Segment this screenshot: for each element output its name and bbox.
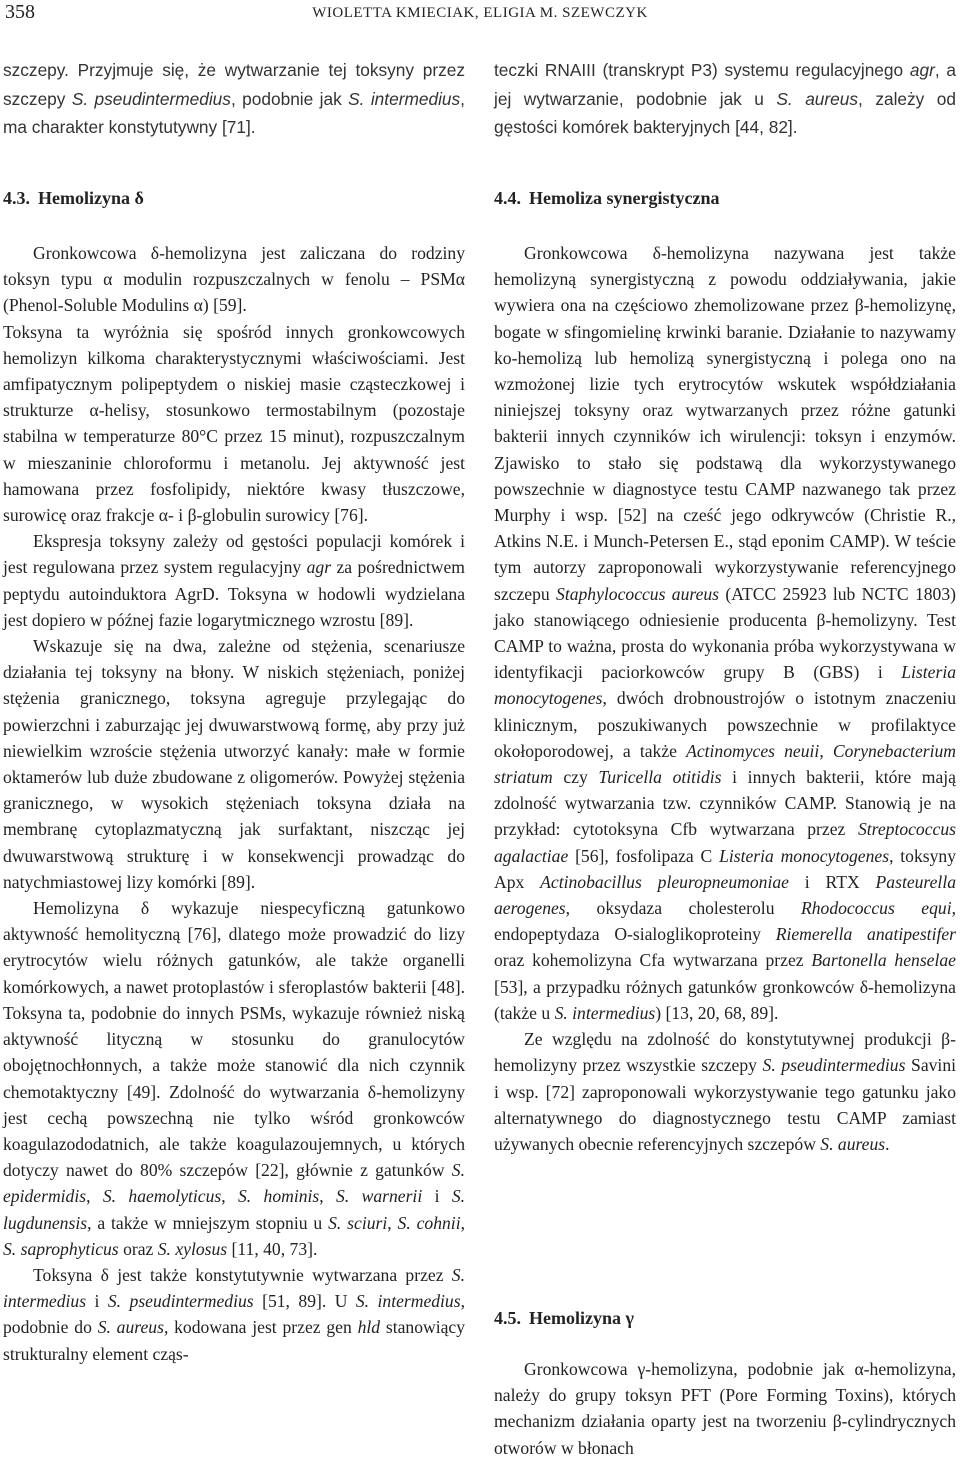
- section-number: 4.5.: [494, 1308, 521, 1328]
- italic-term: S. saprophyticus: [3, 1238, 119, 1259]
- italic-term: Pasteurella aerogenes: [494, 871, 957, 919]
- italic-term: S. intermedius: [348, 88, 461, 109]
- italic-term: S. intermedius: [355, 1291, 461, 1312]
- italic-term: S. lugdunensis: [3, 1186, 466, 1233]
- italic-term: Listeria monocytogenes: [494, 662, 956, 709]
- italic-term: S. xylosus: [157, 1238, 228, 1259]
- italic-term: Listeria monocytogenes: [719, 845, 890, 866]
- section-heading-4-3: [3, 186, 144, 210]
- italic-term: Riemerella anatipestifer: [775, 924, 956, 945]
- italic-term: hld: [357, 1317, 381, 1338]
- italic-term: S. hominis: [238, 1186, 320, 1207]
- italic-term: S. aureus: [776, 88, 859, 109]
- running-header: [0, 0, 960, 30]
- italic-term: S. warnerii: [336, 1186, 423, 1207]
- italic-term: Rhodococcus equi: [801, 898, 952, 919]
- paragraph: Toksyna ta wyróżnia się spośród innych gronkowcowych hemolizyn kilkoma charakterystycznymi właściwościami. Jest amfipatycznym polipeptydem o niskiej masie cząsteczkowej i strukturze α-helisy, stosunkowo termostabilnym (pozostaje stabilna w temperaturze 80°C przez 15 minut), rozpuszczalnym w mieszaninie chloroformu i metanolu. Jej aktywność jest hamowana przez fosfolipidy, niektóre kwasy tłuszczowe, surowicę oraz frakcje α- i β-globulin surowicy [76].: [3, 321, 465, 526]
- italic-term: S. intermedius: [3, 1264, 465, 1312]
- section-number: 4.4.: [494, 188, 521, 208]
- italic-term: S. intermedius: [554, 1002, 656, 1023]
- italic-term: Turicella otitidis: [598, 767, 722, 788]
- paragraph: Wskazuje się na dwa, zależne od stężenia, scenariusze działania tej toksyny na błony. W niskich stężeniach, poniżej stężenia granicznego, toksyna agreguje przylegając do powierzchni i zaburzając jej dwuwarstwową formę, aby przy już niewielkim wzroście stężenia utworzyć kanały: małe w formie oktamerów lub duże zbudowane z oligomerów. Powyżej stężenia granicznego, w wysokich stężeniach toksyna działa na membranę cytoplazmatyczną jak surfaktant, niszcząc jej dwuwarstwową strukturę i w konsekwencji prowadząc do natychmiastowej lizy komórki [89].: [3, 636, 465, 892]
- section-title: Hemoliza synergistyczna: [529, 188, 720, 208]
- paragraph: Gronkowcowa δ-hemolizyna nazywana jest także hemolizyną synergistyczną z powodu oddziaływania, jakie wywiera ona na częściowo zhemolizowane przez β-hemolizynę, bogate w sfingomielinę krwinki baranie. Działanie to nazywamy ko-hemolizą lub hemolizą synergistyczną i polega ono na wzmożonej lizie tych erytrocytów wskutek współdziałania niniejszej toksyny oraz wytwarzanych przez różne gatunki bakterii innych czynników ich wirulencji: toksyn i enzymów. Zjawisko to stało się podstawą dla wykorzystywanego powszechnie w diagnostyce testu CAMP nazwanego tak przez Murphy i wsp. [52] na cześć jego odkrywców (Christie R., Atkins N.E. i Munch-Petersen E., stąd eponim CAMP). W teście tym autorzy zaproponowali wykorzystywanie referencyjnego szczepu Staphylococcus aureus (ATCC 25923 lub NCTC 1803) jako stanowiącego odniesienie producenta β-hemolizyny. Test CAMP to ważna, prosta do wykonania próba wykorzystywana w identyfikacji paciorkowców grupy B (GBS) i Listeria monocytogenes, dwóch drobnoustrojów o istotnym znaczeniu klinicznym, poszukiwanych powszechnie w profilaktyce okołoporodowej, a także Actinomyces neuii, Corynebacterium striatum czy Turicella otitidis i innych bakterii, które mają zdolność wytwarzania tzw. czynników CAMP. Stanowią je na przykład: cytotoksyna Cfb wytwarzana przez Streptococcus agalactiae [56], fosfolipaza C Listeria monocytogenes, toksyny Apx Actinobacillus pleuropneumoniae i RTX Pasteurella aerogenes, oksydaza cholesterolu Rhodococcus equi, endopeptydaza O-sialoglikoproteiny Riemerella anatipestifer oraz kohemolizyna Cfa wytwarzana przez Bartonella henselae [53], a przypadku różnych gatunków gronkowców δ-hemolizyna (także u S. intermedius) [13, 20, 68, 89].: [494, 243, 957, 1023]
- italic-term: agr: [909, 60, 935, 80]
- left-top-fragment: szczepy. Przyjmuje się, że wytwarzanie tej toksyny przez szczepy S. pseudintermedius, podobnie jak S. intermedius, ma charakter konstytutywny [71].: [3, 60, 465, 138]
- page-number: 358: [5, 1, 35, 23]
- right-body-4-4: [494, 240, 956, 1157]
- paragraph: Hemolizyna δ wykazuje niespecyficzną gatunkowo aktywność hemolityczną [76], dlatego może prowadzić do lizy erytrocytów wielu różnych gatunków, ale także organelli komórkowych, a nawet protoplastów i sferoplastów bakterii [48]. Toksyna ta, podobnie do innych PSMs, wykazuje również niską aktywność lityczną w stosunku do granulocytów obojętnochłonnych, a także może stanowić dla nich czynnik chemotaktyczny [49]. Zdolność do wytwarzania δ-hemolizyny jest cechą powszechną nie tylko wśród gronkowców koagulazododatnich, ale także koagulazoujemnych, u których dotyczy nawet do 80% szczepów [22], głównie z gatunków S. epidermidis, S. haemolyticus, S. hominis, S. warnerii i S. lugdunensis, a także w mniejszym stopniu u S. sciuri, S. cohnii, S. saprophyticus oraz S. xylosus [11, 40, 73].: [3, 898, 466, 1259]
- running-header-authors: WIOLETTA KMIECIAK, ELIGIA M. SZEWCZYK: [312, 5, 648, 21]
- section-heading-4-5: [494, 1306, 634, 1330]
- italic-term: S. aureus: [97, 1317, 164, 1338]
- italic-term: S. cohnii: [397, 1212, 461, 1233]
- italic-term: Streptococcus agalactiae: [494, 819, 956, 866]
- italic-term: agr: [306, 557, 332, 578]
- section-title: Hemolizyna δ: [38, 188, 144, 208]
- section-heading-4-4: [494, 186, 719, 210]
- paragraph: Gronkowcowa γ-hemolizyna, podobnie jak α-hemolizyna, należy do grupy toksyn PFT (Pore Forming Toxins), których mechanizm działania oparty jest na tworzeniu β-cylindrycznych otworów w błonach: [494, 1359, 956, 1458]
- italic-term: S. sciuri: [328, 1212, 388, 1233]
- paragraph: Ekspresja toksyny zależy od gęstości populacji komórek i jest regulowana przez system regulacyjny agr za pośrednictwem peptydu autoinduktora AgrD. Toksyna w hodowli wydzielana jest dopiero w późnej fazie logarytmicznego wzrostu [89].: [3, 531, 465, 630]
- section-number: 4.3.: [3, 188, 30, 208]
- right-body-4-5: [494, 1356, 956, 1461]
- paragraph: Toksyna δ jest także konstytutywnie wytwarzana przez S. intermedius i S. pseudintermedius [51, 89]. U S. intermedius, podobnie do S. aureus, kodowana jest przez gen hld stanowiący strukturalny element cząs-: [3, 1264, 466, 1364]
- italic-term: Bartonella henselae: [811, 950, 956, 971]
- section-title: Hemolizyna γ: [529, 1308, 634, 1328]
- italic-term: Staphylococcus aureus: [556, 583, 720, 604]
- italic-term: S. epidermidis: [3, 1160, 465, 1207]
- paragraph: Gronkowcowa δ-hemolizyna jest zaliczana do rodziny toksyn typu α modulin rozpuszczalnych w fenolu – PSMα (Phenol-Soluble Modulins α) [59].: [3, 243, 465, 316]
- italic-term: S. haemolyticus: [102, 1186, 222, 1207]
- italic-term: S. pseudintermedius: [107, 1291, 254, 1312]
- italic-term: Actinomyces neuii: [686, 740, 820, 761]
- paragraph: Ze względu na zdolność do konstytutywnej produkcji β-hemolizyny przez wszystkie szczepy S. pseudintermedius Savini i wsp. [72] zaproponowali wykorzystywanie tego gatunku jako alternatywnego do diagnostycznego testu CAMP zamiast używanych obecnie referencyjnych szczepów S. aureus.: [494, 1029, 956, 1154]
- italic-term: Actinobacillus pleuropneumoniae: [540, 871, 789, 892]
- italic-term: S. pseudintermedius: [762, 1055, 906, 1076]
- italic-term: Corynebacterium striatum: [494, 740, 956, 788]
- italic-term: S. aureus: [820, 1133, 886, 1154]
- left-body: [3, 240, 465, 1367]
- right-top-fragment: teczki RNAIII (transkrypt P3) systemu regulacyjnego agr, a jej wytwarzanie, podobnie jak u S. aureus, zależy od gęstości komórek bakteryjnych [44, 82].: [494, 60, 957, 138]
- italic-term: S. pseudintermedius: [71, 88, 231, 109]
